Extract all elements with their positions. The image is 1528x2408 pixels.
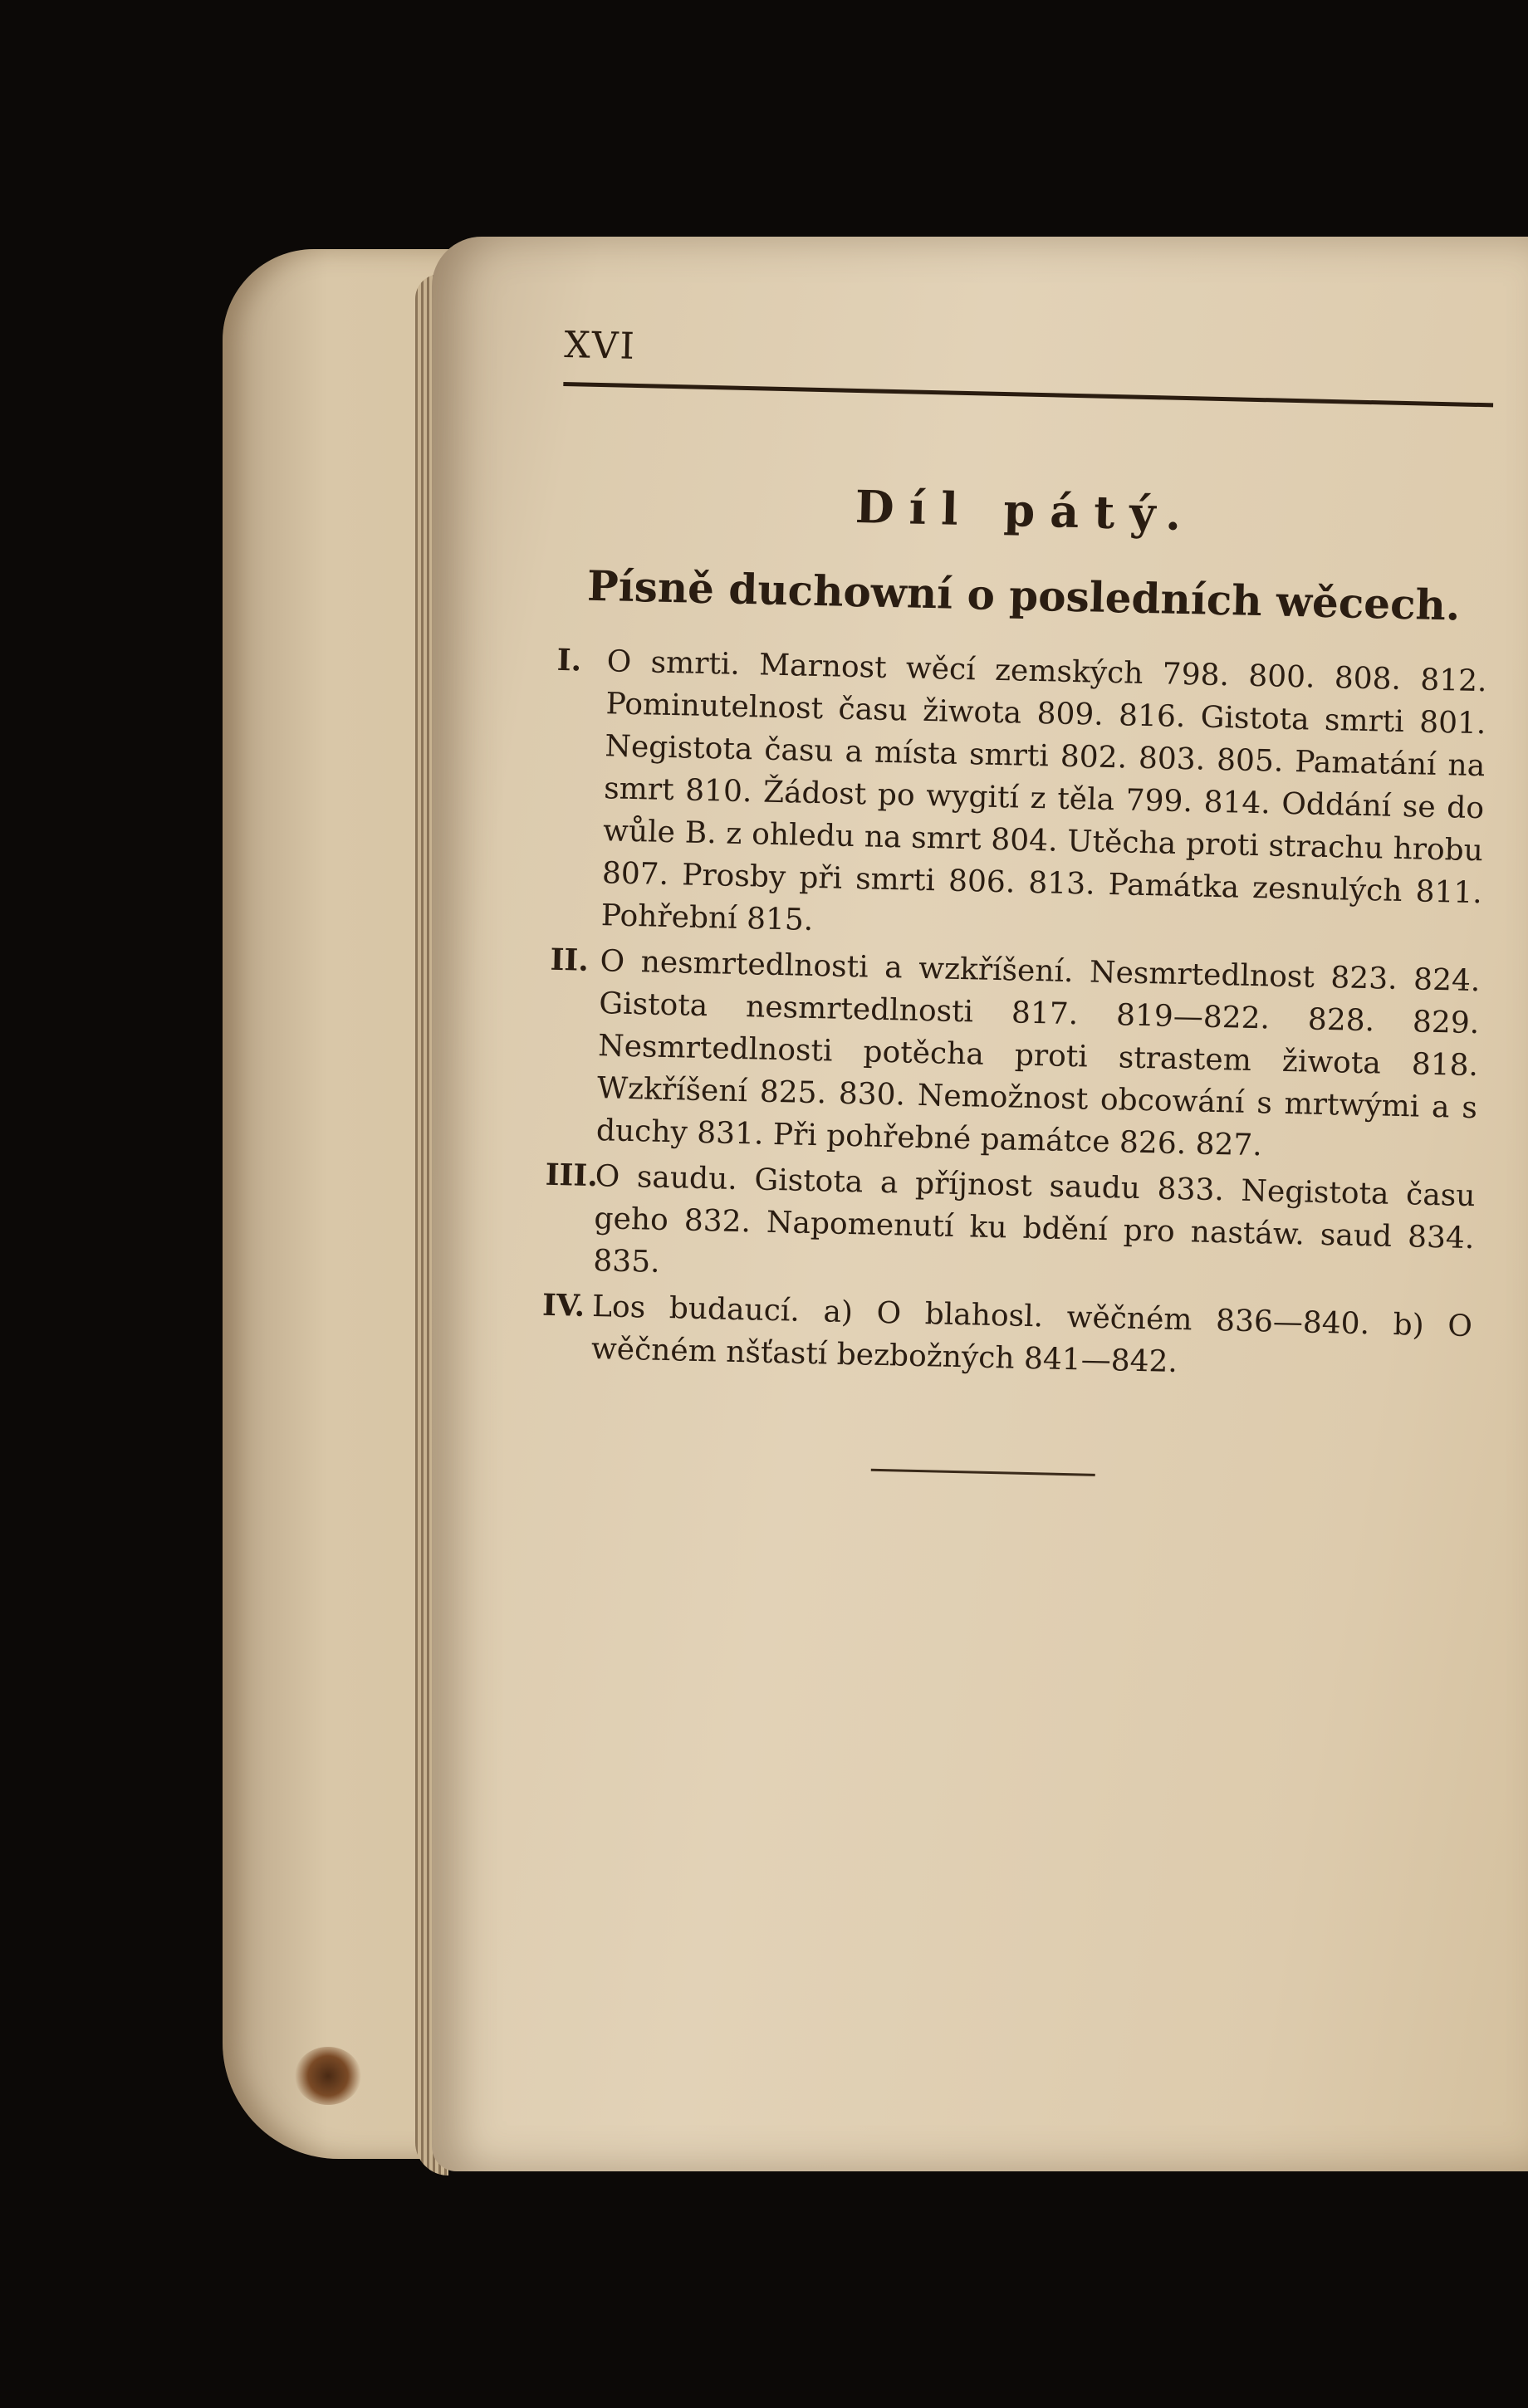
entry-number: IV.	[541, 1287, 585, 1324]
part-title: Díl pátý.	[855, 480, 1197, 541]
page-number: XVI	[563, 324, 637, 368]
entry-number: I.	[556, 642, 582, 678]
entry-text: O saudu. Gistota a příjnost saudu 833. Negistota času geho 832. Napomenutí ku bdění pro nastáw. saud 834. 835.	[592, 1159, 1476, 1280]
entry-text: O smrti. Marnost wěcí zemských 798. 800. 808. 812. Pominutelnost času žiwota 809. 816. Gistota smrti 801. Negistota času a místa smrti 802. 803. 805. Pamatání na smrt 810. Žádost po wygití z těla 799. 814. Oddání se do wůle B. z ohledu na smrt 804. Utěcha proti strachu hrobu 807. Prosby při smrti 806. 813. Památka zesnulých 811. Pohřební 815.	[600, 644, 1487, 937]
table-of-contents	[541, 639, 1487, 1393]
toc-entry	[546, 939, 1480, 1172]
ink-stain	[295, 2047, 361, 2105]
toc-entry	[551, 639, 1487, 957]
toc-entry	[541, 1285, 1472, 1390]
section-title: Písně duchowní o posledních wěcech.	[586, 560, 1461, 630]
entry-number: III.	[545, 1157, 599, 1194]
toc-entry	[543, 1154, 1476, 1302]
entry-number: II.	[550, 942, 590, 978]
entry-text: Los budaucí. a) O blahosl. wěčném 836—840. b) O wěčném nšťastí bezbožných 841—842.	[590, 1290, 1473, 1380]
entry-text: O nesmrtedlnosti a wzkříšení. Nesmrtedlnost 823. 824. Gistota nesmrtedlnosti 817. 819—822. 828. 829. Nesmrtedlnosti potěcha proti strastem žiwota 818. Wzkříšení 825. 830. Nemožnost obcowání s mrtwými a s duchy 831. Při pohřebné památce 826. 827.	[595, 944, 1481, 1163]
